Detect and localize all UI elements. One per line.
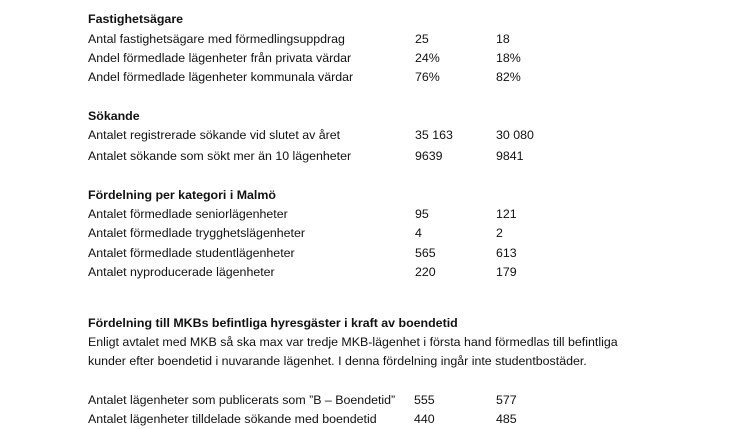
row-value-2: 30 080 [496, 128, 534, 142]
row-value-1: 4 [415, 226, 422, 240]
row-value-2: 485 [496, 412, 517, 426]
row-value-2: 121 [496, 207, 517, 221]
row-value-1: 76% [415, 70, 440, 84]
row-value-2: 9841 [496, 149, 524, 163]
row-value-1: 565 [415, 246, 436, 260]
row-label: Antal fastighetsägare med förmedlingsuppdrag [88, 32, 345, 46]
row-label: Antalet registrerade sökande vid slutet av året [88, 128, 341, 142]
table-row [88, 146, 708, 166]
row-label: Antalet sökande som sökt mer än 10 lägenheter [88, 149, 352, 163]
table-row [88, 48, 708, 68]
section-heading-categories: Fördelning per kategori i Malmö [88, 188, 276, 202]
row-value-2: 179 [496, 265, 517, 279]
row-label: Andel förmedlade lägenheter kommunala värdar [88, 70, 354, 84]
row-value-1: 35 163 [415, 128, 453, 142]
row-label: Antalet förmedlade trygghetslägenheter [88, 226, 305, 240]
row-value-1: 220 [415, 265, 436, 279]
section-heading-mkb: Fördelning till MKBs befintliga hyresgäster i kraft av boendetid [88, 316, 458, 330]
table-row [88, 67, 708, 87]
table-row [88, 125, 708, 145]
section-heading-owners: Fastighetsägare [88, 12, 184, 26]
row-value-2: 18% [496, 51, 521, 65]
paragraph-line: kunder efter boendetid i nuvarande lägenhet. I denna fördelning ingår inte studentbostäder. [88, 354, 587, 368]
row-value-2: 18 [496, 32, 510, 46]
row-label: Antalet lägenheter tilldelade sökande med boendetid [88, 412, 377, 426]
row-value-2: 613 [496, 246, 517, 260]
paragraph-line: Enligt avtalet med MKB så ska max var tredje MKB-lägenhet i första hand förmedlas till befintliga [88, 335, 618, 349]
row-value-1: 95 [415, 207, 429, 221]
table-row [88, 223, 708, 243]
row-value-2: 82% [496, 70, 521, 84]
row-value-2: 577 [496, 393, 517, 407]
row-value-1: 555 [414, 393, 435, 407]
row-label: Andel förmedlade lägenheter från privata värdar [88, 51, 352, 65]
row-label: Antalet nyproducerade lägenheter [88, 265, 275, 279]
row-label: Antalet lägenheter som publicerats som ”B – Boendetid” [88, 393, 396, 407]
section-heading-applicants: Sökande [88, 109, 140, 123]
table-row [88, 29, 708, 49]
table-row [88, 390, 708, 410]
row-value-1: 9639 [415, 149, 443, 163]
table-row [88, 243, 708, 263]
table-row [88, 409, 708, 429]
row-value-1: 440 [414, 412, 435, 426]
row-value-1: 25 [415, 32, 429, 46]
table-row [88, 204, 708, 224]
row-value-2: 2 [496, 226, 503, 240]
table-row [88, 262, 708, 282]
row-label: Antalet förmedlade studentlägenheter [88, 246, 295, 260]
row-label: Antalet förmedlade seniorlägenheter [88, 207, 288, 221]
row-value-1: 24% [415, 51, 440, 65]
